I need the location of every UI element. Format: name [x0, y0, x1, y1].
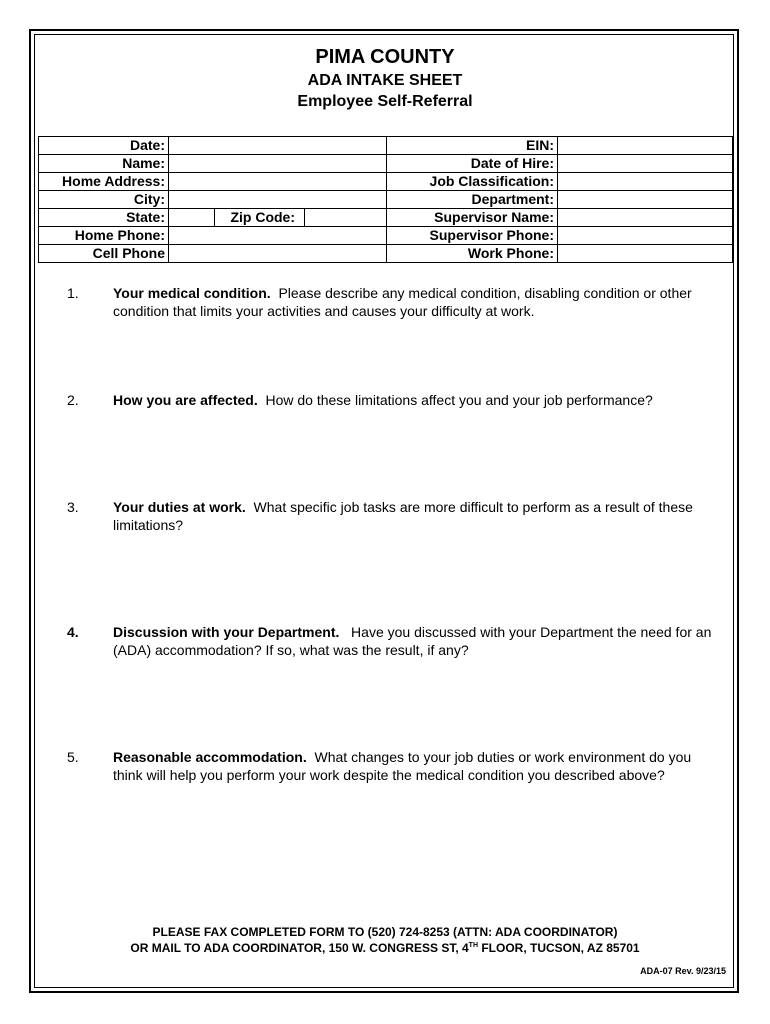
- home-address-label: Home Address:: [39, 173, 169, 191]
- question-4[interactable]: [67, 623, 717, 738]
- question-number: 4.: [67, 624, 79, 640]
- state-zip-cell: [169, 209, 387, 227]
- form-title: ADA INTAKE SHEET: [307, 72, 463, 89]
- ein-label: EIN:: [387, 137, 558, 155]
- table-row: [39, 227, 733, 245]
- fax-instructions: PLEASE FAX COMPLETED FORM TO (520) 724-8253 (ATTN: ADA COORDINATOR): [152, 925, 618, 939]
- question-title: Your duties at work.: [113, 499, 246, 515]
- question-title: Discussion with your Department.: [113, 624, 340, 640]
- question-title: How you are affected.: [113, 392, 258, 408]
- name-label: Name:: [39, 155, 169, 173]
- question-2[interactable]: [67, 391, 717, 491]
- supervisor-phone-label: Supervisor Phone:: [387, 227, 558, 245]
- date-of-hire-label: Date of Hire:: [387, 155, 558, 173]
- table-row: [39, 245, 733, 263]
- question-text: Have you discussed with your Department the need for an (ADA) accommodation? If so, what was the result, if any?: [113, 624, 712, 658]
- question-5[interactable]: [67, 748, 717, 898]
- form-subtitle: Employee Self-Referral: [297, 93, 473, 110]
- question-text: Please describe any medical condition, disabling condition or other condition that limits your activities and causes your difficulty at work.: [113, 285, 692, 319]
- form-revision: ADA-07 Rev. 9/23/15: [640, 966, 726, 976]
- name-field[interactable]: [169, 155, 387, 173]
- question-1[interactable]: [67, 284, 717, 384]
- mail-instructions: OR MAIL TO ADA COORDINATOR, 150 W. CONGRESS ST, 4TH FLOOR, TUCSON, AZ 85701: [130, 941, 640, 955]
- city-label: City:: [39, 191, 169, 209]
- city-field[interactable]: [169, 191, 387, 209]
- cell-phone-field[interactable]: [169, 245, 387, 263]
- job-classification-label: Job Classification:: [387, 173, 558, 191]
- department-label: Department:: [387, 191, 558, 209]
- employee-info-table: [38, 136, 733, 263]
- table-row: [39, 173, 733, 191]
- home-phone-field[interactable]: [169, 227, 387, 245]
- question-number: 5.: [67, 749, 79, 765]
- question-number: 3.: [67, 499, 79, 515]
- question-text: What changes to your job duties or work environment do you think will help you perform your work despite the medical condition you described above?: [113, 749, 692, 783]
- date-label: Date:: [39, 137, 169, 155]
- supervisor-name-label: Supervisor Name:: [387, 209, 558, 227]
- table-row: [39, 209, 733, 227]
- zip-code-label: Zip Code:: [215, 209, 305, 226]
- question-text: What specific job tasks are more difficult to perform as a result of these limitations?: [113, 499, 693, 533]
- date-of-hire-field[interactable]: [558, 155, 733, 173]
- table-row: [39, 191, 733, 209]
- table-row: [39, 137, 733, 155]
- supervisor-phone-field[interactable]: [558, 227, 733, 245]
- question-3[interactable]: [67, 498, 717, 613]
- ein-field[interactable]: [558, 137, 733, 155]
- work-phone-label: Work Phone:: [387, 245, 558, 263]
- zip-code-field[interactable]: [305, 209, 386, 226]
- state-label: State:: [39, 209, 169, 227]
- org-title: PIMA COUNTY: [315, 46, 455, 68]
- cell-phone-label: Cell Phone: [39, 245, 169, 263]
- work-phone-field[interactable]: [558, 245, 733, 263]
- table-row: [39, 155, 733, 173]
- job-classification-field[interactable]: [558, 173, 733, 191]
- state-field[interactable]: [169, 209, 215, 226]
- question-title: Reasonable accommodation.: [113, 749, 307, 765]
- department-field[interactable]: [558, 191, 733, 209]
- supervisor-name-field[interactable]: [558, 209, 733, 227]
- home-phone-label: Home Phone:: [39, 227, 169, 245]
- question-number: 2.: [67, 392, 79, 408]
- question-number: 1.: [67, 285, 79, 301]
- question-text: How do these limitations affect you and your job performance?: [265, 392, 653, 408]
- home-address-field[interactable]: [169, 173, 387, 191]
- question-title: Your medical condition.: [113, 285, 271, 301]
- date-field[interactable]: [169, 137, 387, 155]
